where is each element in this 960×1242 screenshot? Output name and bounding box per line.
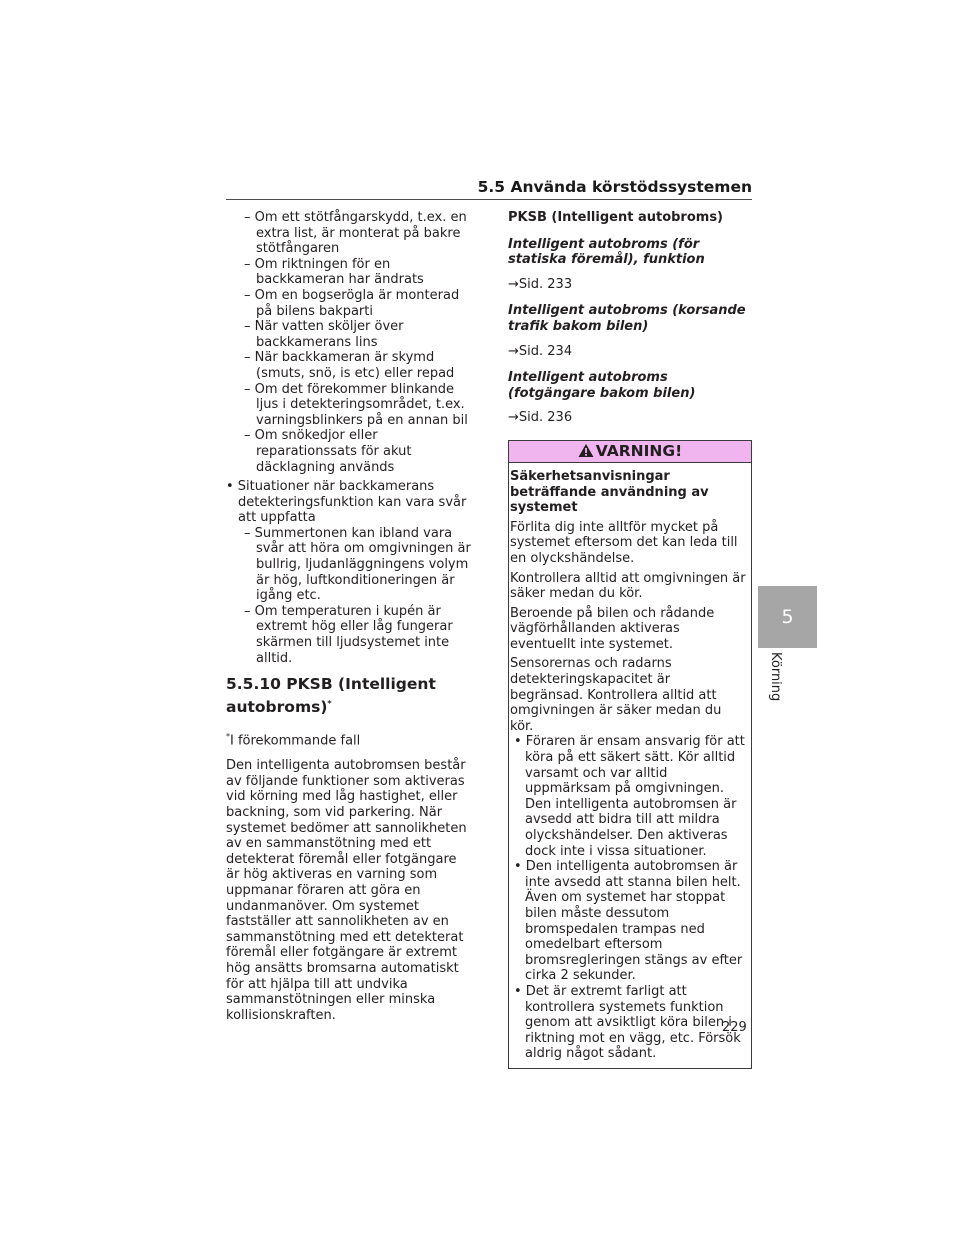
warning-bullet: • Föraren är ensam ansvarig för att köra på ett säkert sätt. Kör alltid varsamt och var alltid uppmärksam på omgivningen. Den intelligenta autobromsen är avsedd att bidra till att mildra olyckshändelser. Den aktiveras dock inte i vissa situationer.	[514, 734, 745, 859]
footnote	[226, 729, 471, 749]
footnote-mark: *	[226, 732, 230, 742]
function-title: Intelligent autobroms (fotgängare bakom bilen)	[508, 370, 696, 401]
list-item: – När vatten sköljer över backkamerans lins	[244, 319, 404, 350]
left-column	[226, 210, 471, 1023]
body-paragraph: Den intelligenta autobromsen består av följande funktioner som aktiveras vid körning med låg hastighet, eller backning, som vid parkering. När systemet bedömer att sannolikheten av en sammanstötning med ett detekterat föremål eller fotgängare är hög aktiveras en varning som uppmanar föraren att göra en undanmanöver. Om systemet fastställer att sannolikheten av en sammanstötning med ett detekterat föremål eller fotgängare är extremt hög ansätts bromsarna automatiskt för att hjälpa till att undvika sammanstötningen eller minska kollisionskraften.	[226, 758, 467, 1023]
warning-header	[509, 441, 751, 463]
warning-bullet: • Det är extremt farligt att kontrollera systemets funktion genom att avsiktligt köra bilen i riktning mot en vägg, etc. Försök aldrig något sådant.	[514, 983, 741, 1062]
list-item: – Summertonen kan ibland vara svår att höra om omgivningen är bullrig, ljudanläggningens volym är hög, luftkonditioneringen är igång etc.	[244, 525, 471, 604]
page-reference-link[interactable]: →Sid. 234	[508, 343, 573, 359]
list-item: – Om ett stötfångarskydd, t.ex. en extra list, är monterat på bakre stötfångaren	[244, 210, 467, 257]
list-item: – Om riktningen för en backkameran har ändrats	[244, 256, 424, 288]
list-item: – Om snökedjor eller reparationssats för akut däcklagning används	[244, 428, 412, 475]
list-item: – Om en bogserögla är monterad på bilens bakparti	[244, 287, 460, 319]
warning-triangle-icon	[578, 443, 594, 458]
warning-paragraph: Förlita dig inte alltför mycket på systemet eftersom det kan leda till en olyckshändelse.	[510, 519, 738, 566]
section-heading-text: 5.5.10 PKSB (Intelligent autobroms)	[226, 675, 436, 717]
subsection-heading: PKSB (Intelligent autobroms)	[508, 210, 723, 225]
page-reference-link[interactable]: →Sid. 236	[508, 410, 573, 426]
list-item: – När backkameran är skymd (smuts, snö, is etc) eller repad	[244, 350, 455, 381]
warning-heading: Säkerhetsanvisningar beträffande användning av systemet	[510, 468, 709, 516]
header-divider	[226, 199, 752, 200]
warning-bullet: • Den intelligenta autobromsen är inte avsedd att stanna bilen helt. Även om systemet har stoppat bilen måste dessutom bromspedalen trampas ned omedelbart eftersom bromsregleringen stängs av efter cirka 2 sekunder.	[514, 859, 743, 984]
heading-footnote-mark: *	[327, 699, 332, 709]
chapter-tab-label: Körning	[768, 652, 783, 702]
warning-body	[509, 463, 751, 1068]
section-heading	[226, 675, 471, 717]
function-title: Intelligent autobroms (för statiska föremål), funktion	[508, 236, 705, 268]
footnote-text: I förekommande fall	[230, 733, 361, 749]
page-reference-link[interactable]: →Sid. 233	[508, 276, 573, 292]
function-title: Intelligent autobroms (korsande trafik bakom bilen)	[508, 303, 746, 334]
list-item: – Om temperaturen i kupén är extremt hög eller låg fungerar skärmen till ljudsystemet inte alltid.	[244, 603, 453, 666]
warning-paragraph: Kontrollera alltid att omgivningen är säker medan du kör.	[510, 570, 746, 602]
warning-title: VARNING!	[595, 441, 683, 460]
warning-box	[508, 440, 752, 1069]
chapter-header: 5.5 Använda körstödssystemen	[477, 178, 752, 196]
warning-paragraph: Sensorernas och radarns detekteringskapacitet är begränsad. Kontrollera alltid att omgivningen är säker medan du kör.	[510, 656, 722, 734]
list-item: – Om det förekommer blinkande ljus i detekteringsområdet, t.ex. varningsblinkers på en annan bil	[244, 381, 468, 428]
bullet-item: • Situationer när backkamerans detekteringsfunktion kan vara svår att uppfatta	[226, 479, 467, 526]
page-number: 229	[722, 1020, 747, 1035]
chapter-tab[interactable]: 5	[758, 586, 817, 648]
right-column	[508, 210, 752, 1069]
warning-paragraph: Beroende på bilen och rådande vägförhållanden aktiveras eventuellt inte systemet.	[510, 605, 715, 652]
